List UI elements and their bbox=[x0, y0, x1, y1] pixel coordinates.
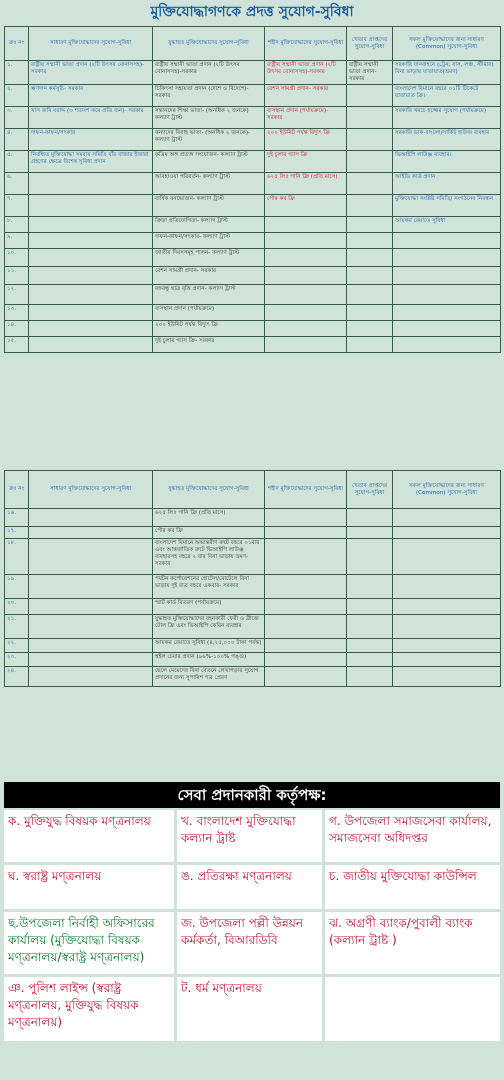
table-cell-general bbox=[29, 173, 153, 195]
table-cell-general bbox=[29, 653, 153, 667]
table-cell-martyr bbox=[265, 575, 347, 599]
table-cell-titled bbox=[347, 653, 393, 667]
table-cell-general bbox=[29, 285, 153, 305]
table-cell-martyr bbox=[265, 337, 347, 353]
table-cell-general bbox=[29, 233, 153, 249]
table-row bbox=[5, 305, 501, 321]
table-cell-wounded: আয়কর রেয়াতে সুবিধা (৪,২৫,০০০ টাকা পর্যন্ত) bbox=[153, 639, 265, 653]
table-cell-titled bbox=[347, 129, 393, 151]
authority-item: ট. ধর্ম মণ্ত্রনালয় bbox=[177, 977, 322, 1041]
table-cell-general bbox=[29, 249, 153, 267]
table-row bbox=[5, 653, 501, 667]
authority-item: ঞ. পুলিশ লাইন্স (স্বরাষ্ট্র মণ্ত্রনালয়, মুক্তিযুদ্ধ বিষয়ক মণ্ত্রনালয়) bbox=[4, 977, 174, 1041]
table-cell-common bbox=[393, 337, 501, 353]
table-cell-martyr bbox=[265, 667, 347, 687]
table-cell-titled bbox=[347, 173, 393, 195]
table-cell-sl: ২১. bbox=[5, 615, 29, 639]
table-cell-wounded: দুই চুলার গ্যাস ফ্রি- সরকার bbox=[153, 337, 265, 353]
table-cell-sl: ১৪. bbox=[5, 321, 29, 337]
table-cell-common bbox=[393, 249, 501, 267]
table-cell-martyr bbox=[265, 639, 347, 653]
table-cell-common bbox=[393, 615, 501, 639]
table-cell-common: আয়কর রেয়াতে সুবিধা bbox=[393, 217, 501, 233]
table-cell-martyr bbox=[265, 599, 347, 615]
table-row bbox=[5, 173, 501, 195]
table-row bbox=[5, 615, 501, 639]
table-cell-sl: ১২. bbox=[5, 285, 29, 305]
table-cell-sl: ১. bbox=[5, 61, 29, 85]
table-cell-titled bbox=[347, 615, 393, 639]
table-cell-common bbox=[393, 509, 501, 527]
header-general: সাধারণ মুক্তিযোদ্ধাদের সুযোগ-সুবিধা bbox=[29, 27, 153, 61]
table-row bbox=[5, 151, 501, 173]
header-common: সকল মুক্তিযোদ্ধাদের জন্য সাধারণ (Common) সুযোগ-সুবিধা bbox=[393, 27, 501, 61]
table-cell-sl: ১৯. bbox=[5, 575, 29, 599]
table-cell-sl: ১৫. bbox=[5, 337, 29, 353]
table-cell-martyr: দুই চুলার গ্যাস ফ্রি bbox=[265, 151, 347, 173]
table-cell-common bbox=[393, 527, 501, 539]
table-cell-sl: ১৬. bbox=[5, 509, 29, 527]
authority-item: ক. মুক্তিযুদ্ধ বিষয়ক মণ্ত্রনালয় bbox=[4, 810, 174, 862]
authorities-row bbox=[4, 810, 500, 862]
table-cell-common: সরকারি ডাক-বাংলো/সার্কিট হাউজ ব্যবহার bbox=[393, 129, 501, 151]
table-cell-titled bbox=[347, 217, 393, 233]
table-cell-titled bbox=[347, 667, 393, 687]
table-cell-sl: ১৩. bbox=[5, 305, 29, 321]
table-cell-sl: ১৭. bbox=[5, 527, 29, 539]
table-cell-martyr bbox=[265, 509, 347, 527]
authority-item: চ. জাতীয় মুক্তিযোদ্ধা কাউন্সিল bbox=[325, 865, 500, 909]
table-cell-martyr: বাসস্থান প্রদান (পর্যায়ক্রমে)- সরকার bbox=[265, 107, 347, 129]
table-cell-wounded: বার্ষিক বনভোজন- কল্যাণ ট্রাস্ট bbox=[153, 195, 265, 217]
header-wounded: যুদ্ধাহত মুক্তিযোদ্ধাদের সুযোগ-সুবিধা bbox=[153, 27, 265, 61]
table-cell-common bbox=[393, 575, 501, 599]
table-cell-titled bbox=[347, 321, 393, 337]
table-cell-common bbox=[393, 639, 501, 653]
table-cell-general bbox=[29, 639, 153, 653]
table-cell-wounded: চিকিৎসা সহায়তা প্রদান (দেশে ও বিদেশে)- সরকার bbox=[153, 85, 265, 107]
header-sl: ক্রঃ নং bbox=[5, 27, 29, 61]
table-cell-titled bbox=[347, 599, 393, 615]
table-cell-sl: ১০. bbox=[5, 249, 29, 267]
table-cell-sl: ২০. bbox=[5, 599, 29, 615]
table-cell-martyr bbox=[265, 527, 347, 539]
table-cell-titled bbox=[347, 509, 393, 527]
table-cell-wounded: কন্যাদের বিবাহ ভাতা- (অনধিক ২ জনকে)- কল্যাণ ট্রাস্ট bbox=[153, 129, 265, 151]
table-cell-common: ভিআইপি লাউঞ্জ ব্যবহার। bbox=[393, 151, 501, 173]
table-cell-sl: ৫. bbox=[5, 151, 29, 173]
header-sl: ক্রঃ নং bbox=[5, 471, 29, 509]
table-cell-martyr bbox=[265, 305, 347, 321]
table-row bbox=[5, 85, 501, 107]
table-row bbox=[5, 337, 501, 353]
table-cell-titled bbox=[347, 305, 393, 321]
table-row bbox=[5, 509, 501, 527]
table-cell-common bbox=[393, 599, 501, 615]
table-body-2 bbox=[5, 509, 501, 687]
table-cell-wounded: ২০০ ইউনিট পর্যন্ত বিদ্যুৎ ফ্রি bbox=[153, 321, 265, 337]
table-cell-wounded: বাসস্থান প্রদান (পর্যায়ক্রমে) bbox=[153, 305, 265, 321]
table-cell-titled bbox=[347, 639, 393, 653]
authority-item bbox=[325, 977, 500, 1041]
table-cell-common bbox=[393, 305, 501, 321]
table-row bbox=[5, 527, 501, 539]
table-row bbox=[5, 267, 501, 285]
table-cell-titled bbox=[347, 527, 393, 539]
table-cell-wounded: বঙ্গবন্ধু ছাত্র বৃত্তি প্রদান- কল্যাণ ট্রাস্ট bbox=[153, 285, 265, 305]
table-cell-general bbox=[29, 575, 153, 599]
table-cell-wounded: রাষ্ট্রীয় সম্মানী ভাতা প্রদান (২টি উৎসব বোনাসসহ)-সরকার bbox=[153, 61, 265, 85]
table-cell-common bbox=[393, 667, 501, 687]
authorities-row bbox=[4, 912, 500, 974]
table-cell-martyr: পৌর কর ফ্রি bbox=[265, 195, 347, 217]
table-cell-wounded: দাফন-কাফন/সৎকার- কল্যাণ ট্রাস্ট bbox=[153, 233, 265, 249]
table-cell-sl: ১১. bbox=[5, 267, 29, 285]
table-cell-sl: ২৩. bbox=[5, 653, 29, 667]
table-cell-wounded: সন্তানদের শিক্ষা ভাতা- (অনধিক ২ জনকে) কল্যাণ ট্রাস্ট bbox=[153, 107, 265, 129]
table-cell-martyr bbox=[265, 321, 347, 337]
table-row bbox=[5, 285, 501, 305]
table-cell-sl: ৩. bbox=[5, 107, 29, 129]
table-row bbox=[5, 129, 501, 151]
table-row bbox=[5, 233, 501, 249]
table-cell-wounded: পর্যটন কর্পোরেশনের হোটেল/মোটেলে বিনা ভাড়ায় দুই রাত্র বছরে একবার- সরকার bbox=[153, 575, 265, 599]
authorities-grid bbox=[4, 810, 500, 1044]
header-general: সাধারণ মুক্তিযোদ্ধাদের সুযোগ-সুবিধা bbox=[29, 471, 153, 509]
authority-item: গ. উপজেলা সমাজসেবা কার্যালয়, সমাজসেবা অধিদপ্তর bbox=[325, 810, 500, 862]
table-cell-titled bbox=[347, 233, 393, 249]
authorities-title: সেবা প্রদানকারী কর্তৃপক্ষ: bbox=[4, 782, 500, 808]
table-cell-wounded: ক্রিড়া প্রতিযোগিতা- কল্যাণ ট্রাস্ট bbox=[153, 217, 265, 233]
table-cell-general bbox=[29, 267, 153, 285]
authorities-row bbox=[4, 977, 500, 1041]
table-cell-wounded: পৌর কর ফ্রি bbox=[153, 527, 265, 539]
table-cell-common: সরকারি খরচে হজ্জের সুযোগ (পর্যায়ক্রমে) bbox=[393, 107, 501, 129]
table-cell-martyr bbox=[265, 615, 347, 639]
table-row bbox=[5, 217, 501, 233]
table-cell-titled bbox=[347, 539, 393, 575]
table-cell-general: নিবন্ধিত মুক্তিযোদ্ধা সমবায় সমিতি যাঁর বাজার ইজারা গ্রহণের ক্ষেত্রে বিশেষ সুবিধা প্রদান bbox=[29, 151, 153, 173]
table-cell-common: আইডি কার্ড প্রদান bbox=[393, 173, 501, 195]
table-cell-wounded: ৬২৫ লিঃ পানি ফ্রি (প্রতি মাসে) bbox=[153, 509, 265, 527]
table-cell-common bbox=[393, 653, 501, 667]
table-cell-general: খাস জমি বরাদ্দ (৩ শতাংশ করে প্রতি জন)- সরকার bbox=[29, 107, 153, 129]
header-titled: খেতাব প্রাপ্তদের সুযোগ-সুবিধা bbox=[347, 471, 393, 509]
table-cell-titled bbox=[347, 107, 393, 129]
table-cell-common bbox=[393, 233, 501, 249]
table-cell-titled bbox=[347, 195, 393, 217]
authority-item: জ. উপজেলা পল্লী উন্নয়ন কর্মকর্তা, বিআরডিবি bbox=[177, 912, 322, 974]
table-cell-wounded: স্মার্ট কার্ড বিতরণ (পর্যায়ক্রমে) bbox=[153, 599, 265, 615]
table-cell-general bbox=[29, 305, 153, 321]
table-cell-general bbox=[29, 509, 153, 527]
authority-item: ঙ. প্রতিরক্ষা মণ্ত্রনালয় bbox=[177, 865, 322, 909]
table-cell-sl: ৬. bbox=[5, 173, 29, 195]
table-cell-martyr bbox=[265, 285, 347, 305]
table-cell-wounded: কৃত্রিম অঙ্গ প্রত্যঙ্গ সংযোজন- কল্যাণ ট্রাস্ট bbox=[153, 151, 265, 173]
table-row bbox=[5, 599, 501, 615]
table-cell-martyr bbox=[265, 539, 347, 575]
table-cell-martyr: ৬২৫ লিঃ পানি ফ্রি (প্রতি মাসে) bbox=[265, 173, 347, 195]
table-cell-common: সরকারি যানবাহনে (ট্রেন, বাস, লঞ্চ, স্টীমার) বিনা ভাড়ায় যাতায়াত(ভ্রমণ) bbox=[393, 61, 501, 85]
table-cell-wounded: আবহাওয়া পরিবর্তন- কল্যাণ ট্রাস্ট bbox=[153, 173, 265, 195]
authority-item: খ. বাংলাদেশ মুক্তিযোদ্ধা কল্যান ট্রাষ্ট bbox=[177, 810, 322, 862]
table-cell-martyr bbox=[265, 233, 347, 249]
header-wounded: যুদ্ধাহত মুক্তিযোদ্ধাদের সুযোগ-সুবিধা bbox=[153, 471, 265, 509]
table-cell-sl: ২. bbox=[5, 85, 29, 107]
table-cell-titled bbox=[347, 267, 393, 285]
table-row bbox=[5, 575, 501, 599]
table-cell-general: দাফন-কাফন/সৎকার bbox=[29, 129, 153, 151]
table-cell-wounded: রেশন সামগ্রী প্রদান- সরকার bbox=[153, 267, 265, 285]
table-row bbox=[5, 107, 501, 129]
table-row bbox=[5, 639, 501, 653]
table-cell-general bbox=[29, 195, 153, 217]
table-cell-martyr: রেশন সামগ্রী প্রদান- সরকার bbox=[265, 85, 347, 107]
table-cell-common: বাংলাদেশ বিমানে বছরে ০১টি টিকেটে যাতায়াত ফ্রি। bbox=[393, 85, 501, 107]
table-cell-titled bbox=[347, 337, 393, 353]
table-cell-common bbox=[393, 539, 501, 575]
table-cell-martyr bbox=[265, 249, 347, 267]
table-cell-general: রাষ্ট্রীয় সম্মানী ভাতা প্রদান (২টি উৎসব বোনাসসহ)-সরকার bbox=[29, 61, 153, 85]
table-row bbox=[5, 667, 501, 687]
table-cell-general bbox=[29, 217, 153, 233]
table-cell-titled bbox=[347, 285, 393, 305]
table-cell-sl: ৯. bbox=[5, 233, 29, 249]
table-cell-general bbox=[29, 615, 153, 639]
table-cell-sl: ৮. bbox=[5, 217, 29, 233]
table-row bbox=[5, 249, 501, 267]
table-cell-martyr: ২০০ ইউনিট পর্যন্ত বিদ্যুৎ ফ্রি bbox=[265, 129, 347, 151]
table-cell-titled bbox=[347, 249, 393, 267]
table-cell-wounded: জাতীয় দিবসসমূহ পালন- কল্যাণ ট্রাস্ট bbox=[153, 249, 265, 267]
header-titled: খেতাব প্রাপ্তদের সুযোগ-সুবিধা bbox=[347, 27, 393, 61]
table-cell-martyr bbox=[265, 267, 347, 285]
table-cell-general bbox=[29, 667, 153, 687]
header-martyr: শহীদ মুক্তিযোদ্ধাদের সুযোগ-সুবিধা bbox=[265, 27, 347, 61]
page-title: মুক্তিযোদ্ধাগণকে প্রদত্ত সুযোগ-সুবিধা bbox=[150, 4, 354, 20]
table-cell-sl: ২৪. bbox=[5, 667, 29, 687]
table-row bbox=[5, 195, 501, 217]
header-martyr: শহীদ মুক্তিযোদ্ধাদের সুযোগ-সুবিধা bbox=[265, 471, 347, 509]
table-cell-common bbox=[393, 285, 501, 305]
table-cell-titled bbox=[347, 85, 393, 107]
table-body-1 bbox=[5, 61, 501, 353]
table-row bbox=[5, 61, 501, 85]
table-row bbox=[5, 539, 501, 575]
table-cell-general bbox=[29, 321, 153, 337]
table-row bbox=[5, 321, 501, 337]
table-cell-general bbox=[29, 539, 153, 575]
table-cell-wounded: বাংলাদেশ বিমানে অভ্যন্তরীণ রুটে বছরে ০১বার এবং আন্তর্জাতিক রুটে ভিআইপি লাউঞ্জ ব্যবহারসহ বছরে ২ বার বিনা ভাড়ায় ভ্রমণ- সরকার bbox=[153, 539, 265, 575]
table-cell-common: মুক্তিযোদ্ধা সংশ্লিষ্ট সমিতি/ সংগঠনের নিবন্ধন bbox=[393, 195, 501, 217]
table-cell-common bbox=[393, 267, 501, 285]
table-cell-wounded: হুইল চেয়ার প্রদান (৯৬%-১০০% পঙ্গু) bbox=[153, 653, 265, 667]
table-cell-general bbox=[29, 337, 153, 353]
benefits-table-part-2 bbox=[4, 470, 501, 687]
table-cell-wounded: ছেলে মেয়েদের বিনা বেতনে লেখাপড়ার সুযোগ প্রদানের জন্য সুপারিশ পত্র প্রেরণ bbox=[153, 667, 265, 687]
table-cell-sl: ৭. bbox=[5, 195, 29, 217]
authority-item: ঝ. অগ্রণী ব্যাংক/পুবালী ব্যাংক (কল্যান ট্রাষ্ট ) bbox=[325, 912, 500, 974]
benefits-table-part-1 bbox=[4, 26, 501, 353]
header-common: সকল মুক্তিযোদ্ধাদের জন্য সাধারণ (Common) সুযোগ-সুবিধা bbox=[393, 471, 501, 509]
table-cell-sl: ৪. bbox=[5, 129, 29, 151]
table-cell-titled bbox=[347, 151, 393, 173]
table-cell-martyr: রাষ্ট্রীয় সম্মানী ভাতা প্রদান (২টি উৎসব বোনাসসহ)-সরকার bbox=[265, 61, 347, 85]
authority-item: ঘ. স্বরাষ্ট্র মণ্ত্রনালয় bbox=[4, 865, 174, 909]
table-cell-general: ঋণদান কর্মসূচি- সরকার bbox=[29, 85, 153, 107]
table-cell-titled bbox=[347, 575, 393, 599]
authorities-row bbox=[4, 865, 500, 909]
table-cell-general bbox=[29, 527, 153, 539]
authority-item: ছ.উপজেলা নির্বাহী অফিসারের কার্যালয় (মুক্তিযোদ্ধা বিষয়ক মণ্ত্রনালয়/স্বরাষ্ট্র মণ্ত্রনালয়) bbox=[4, 912, 174, 974]
table-cell-general bbox=[29, 599, 153, 615]
table-cell-martyr bbox=[265, 653, 347, 667]
table-cell-common bbox=[393, 321, 501, 337]
table-cell-sl: ১৮. bbox=[5, 539, 29, 575]
table-cell-sl: ২২. bbox=[5, 639, 29, 653]
table-cell-titled: রাষ্ট্রীয় সম্মানী ভাতা প্রদান-সরকার bbox=[347, 61, 393, 85]
table-cell-wounded: যুদ্ধাহত মুক্তিযোদ্ধাদের বহনকারী ফেরী ও ব্রীজে টোল ফ্রি এবং ভিআইপি কেবিন ব্যবহার bbox=[153, 615, 265, 639]
table-cell-martyr bbox=[265, 217, 347, 233]
